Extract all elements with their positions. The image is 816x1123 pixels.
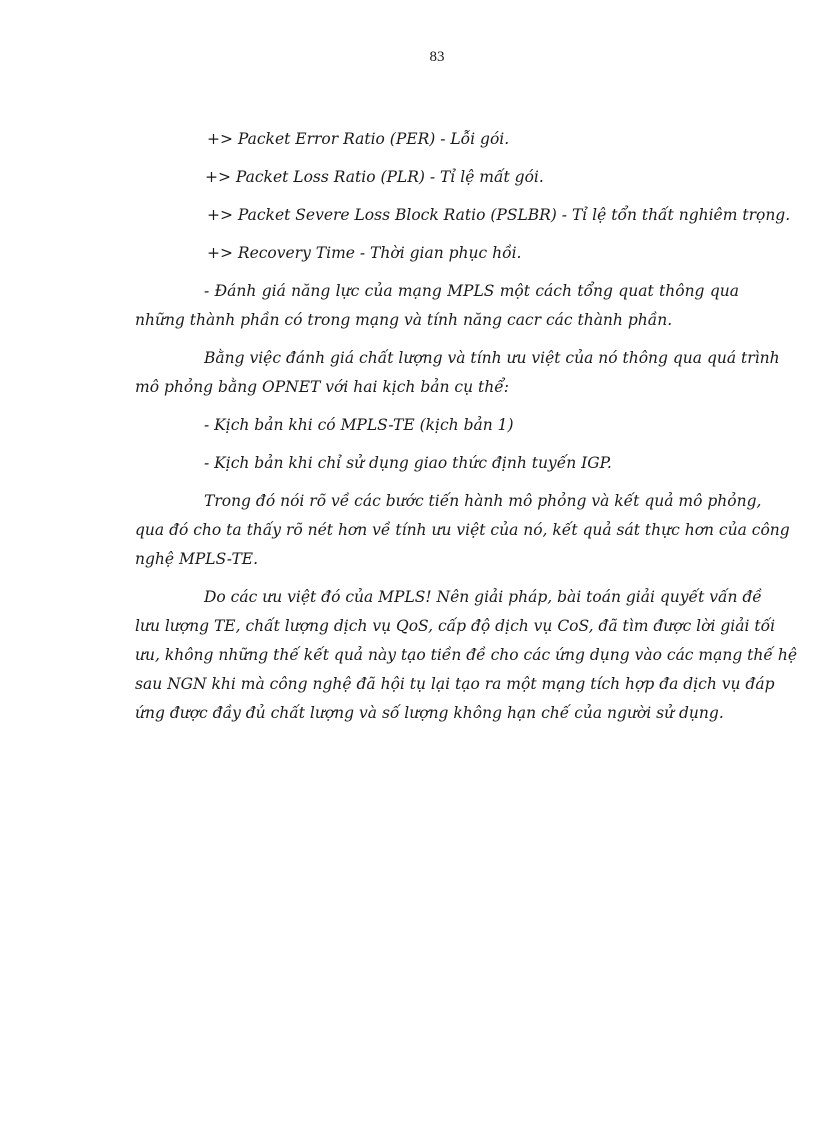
paragraph-line: những thành phần có trong mạng và tính năng cacr các thành phần. <box>135 311 673 329</box>
paragraph-line: mô phỏng bằng OPNET với hai kịch bản cụ thể: <box>135 378 509 396</box>
bullet-item-recovery-time: +> Recovery Time - Thời gian phục hồi. <box>207 244 522 262</box>
paragraph-line: - Đánh giá năng lực của mạng MPLS một cách tổng quat thông qua <box>204 282 739 300</box>
paragraph-line: Trong đó nói rõ về các bước tiến hành mô phỏng và kết quả mô phỏng, <box>204 492 762 510</box>
paragraph-evaluation <box>135 349 780 397</box>
paragraph-line: - Kịch bản khi có MPLS-TE (kịch bản 1) <box>204 416 514 434</box>
scenario-1 <box>135 416 739 435</box>
document-body <box>135 130 798 742</box>
paragraph-line: ưu, không những thế kết quả này tạo tiền đề cho các ứng dụng vào các mạng thế hệ <box>135 646 798 664</box>
scenario-2 <box>135 454 739 473</box>
paragraph-line: - Kịch bản khi chỉ sử dụng giao thức định tuyến IGP. <box>204 454 612 472</box>
bullet-item-per: +> Packet Error Ratio (PER) - Lỗi gói. <box>207 130 510 148</box>
paragraph-line: nghệ MPLS-TE. <box>135 550 259 568</box>
paragraph-line: ứng được đầy đủ chất lượng và số lượng không hạn chế của người sử dụng. <box>135 704 724 722</box>
paragraph-line: lưu lượng TE, chất lượng dịch vụ QoS, cấp độ dịch vụ CoS, đã tìm được lời giải tối <box>135 617 776 635</box>
paragraph-line: Bằng việc đánh giá chất lượng và tính ưu việt của nó thông qua quá trình <box>204 349 780 367</box>
paragraph-line: sau NGN khi mà công nghệ đã hội tụ lại tạo ra một mạng tích hợp đa dịch vụ đáp <box>135 675 775 693</box>
paragraph-conclusion <box>135 588 798 723</box>
page-number: 83 <box>429 49 445 65</box>
paragraph-line: Do các ưu việt đó của MPLS! Nên giải pháp, bài toán giải quyết vấn đề <box>204 588 762 606</box>
paragraph-assessment <box>135 282 739 330</box>
bullet-item-plr: +> Packet Loss Ratio (PLR) - Tỉ lệ mất gói. <box>205 168 544 186</box>
paragraph-simulation-steps <box>135 492 790 569</box>
bullet-item-pslbr: +> Packet Severe Loss Block Ratio (PSLBR) - Tỉ lệ tổn thất nghiêm trọng. <box>207 206 791 224</box>
paragraph-line: qua đó cho ta thấy rõ nét hơn về tính ưu việt của nó, kết quả sát thực hơn của công <box>135 521 790 539</box>
